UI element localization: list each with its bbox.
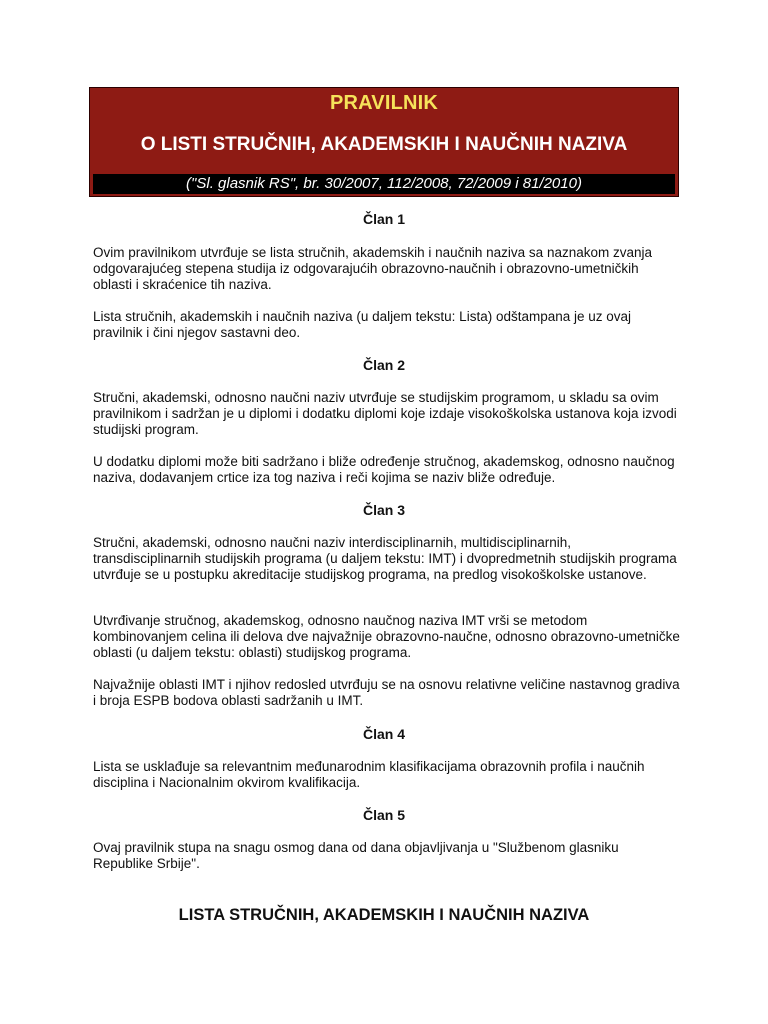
article-4-heading: Član 4 — [362, 726, 405, 742]
article-3-paragraph-3: Najvažnije oblasti IMT i njihov redosled utvrđuju se na osnovu relativne veličine nastavnog gradiva i broja ESPB bodova oblasti sadržanih u IMT. — [93, 677, 680, 708]
article-2-paragraph-1: Stručni, akademski, odnosno naučni naziv utvrđuje se studijskim programom, u skladu sa ovim pravilnikom i sadržan je u diplomi i dodatku diplomi koje izdaje visokoškolska ustanova koja izvodi studijski program. — [93, 390, 677, 437]
article-4-paragraph-1: Lista se usklađuje sa relevantnim međunarodnim klasifikacijama obrazovnih profila i naučnih disciplina i Nacionalnim okvirom kvalifikacija. — [93, 759, 645, 790]
article-1-heading: Član 1 — [362, 211, 405, 227]
document-subtitle: O LISTI STRUČNIH, AKADEMSKIH I NAUČNIH NAZIVA — [140, 134, 628, 155]
list-title: LISTA STRUČNIH, AKADEMSKIH I NAUČNIH NAZIVA — [178, 906, 590, 924]
document-title: PRAVILNIK — [329, 92, 439, 114]
article-3-heading: Član 3 — [362, 502, 405, 518]
article-2-heading: Član 2 — [362, 357, 405, 373]
article-5-paragraph-1: Ovaj pravilnik stupa na snagu osmog dana od dana objavljivanja u "Službenom glasniku Republike Srbije". — [93, 840, 619, 871]
title-banner — [89, 87, 679, 197]
gazette-reference: ("Sl. glasnik RS", br. 30/2007, 112/2008, 72/2009 i 81/2010) — [93, 174, 675, 194]
article-5-heading: Član 5 — [362, 807, 405, 823]
article-1-paragraph-1: Ovim pravilnikom utvrđuje se lista stručnih, akademskih i naučnih naziva sa naznakom zvanja odgovarajućeg stepena studija iz odgovarajućih obrazovno-naučnih i obrazovno-umetničkih oblasti i skraćenice tih naziva. — [93, 245, 653, 292]
article-1-paragraph-2: Lista stručnih, akademskih i naučnih naziva (u daljem tekstu: Lista) odštampana je uz ovaj pravilnik i čini njegov sastavni deo. — [93, 309, 632, 340]
article-3-paragraph-1: Stručni, akademski, odnosno naučni naziv interdisciplinarnih, multidisciplinarnih, transdisciplinarnih studijskih programa (u daljem tekstu: IMT) i dvopredmetnih studijskih programa utvrđuje se u postupku akreditacije studijskog programa, na predlog visokoškolske ustanove. — [93, 535, 677, 582]
article-3-paragraph-2: Utvrđivanje stručnog, akademskog, odnosno naučnog naziva IMT vrši se metodom kombinovanjem celina ili delova dve najvažnije obrazovno-naučne, odnosno obrazovno-umetničke oblasti (u daljem tekstu: oblasti) studijskog programa. — [93, 613, 680, 660]
article-2-paragraph-2: U dodatku diplomi može biti sadržano i bliže određenje stručnog, akademskog, odnosno naučnog naziva, dodavanjem crtice iza tog naziva i reči kojima se naziv bliže određuje. — [93, 454, 675, 485]
